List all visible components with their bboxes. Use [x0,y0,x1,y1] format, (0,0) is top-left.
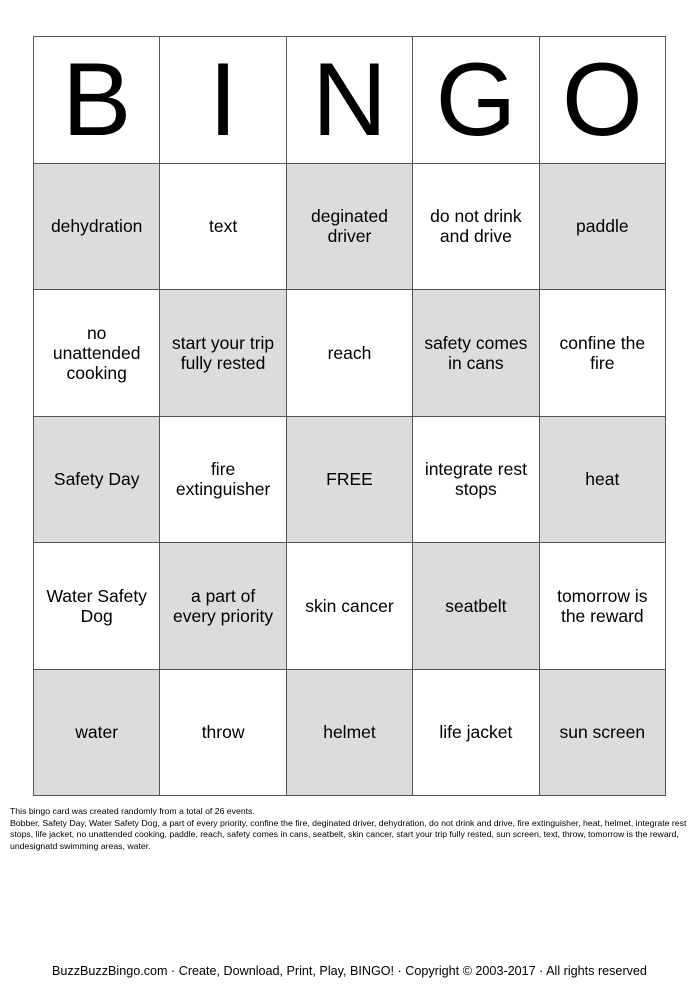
description-events: Bobber, Safety Day, Water Safety Dog, a part of every priority, confine the fire, deginated driver, dehydration, do not drink and drive, fire extinguisher, heat, helmet, integrate rest stops, life jacket, no unattended cooking, paddle, reach, safety comes in cans, seatbelt, skin cancer, start your trip fully rested, sun screen, text, throw, tomorrow is the reward, undesignatd swimming areas, water. [10,817,687,851]
site-footer: BuzzBuzzBingo.com · Create, Download, Print, Play, BINGO! · Copyright © 2003-2017 · All rights reserved [52,964,647,978]
bingo-square [287,164,413,291]
square-text: life jacket [439,722,513,743]
square-text: heat [585,469,620,490]
header-letter-b: B [34,37,160,164]
bingo-square [287,670,413,797]
square-text: fire extinguisher [175,459,271,500]
square-text: sun screen [559,722,646,743]
bingo-square [540,290,666,417]
square-text: dehydration [50,216,143,237]
square-text: water [75,722,119,743]
square-text: Water Safety Dog [46,585,147,626]
bingo-square [287,290,413,417]
card-description [10,806,692,852]
bingo-square [413,164,539,291]
header-letter-i: I [160,37,286,164]
header-letter-g: G [413,37,539,164]
square-text: FREE [326,469,373,490]
square-text: do not drink and drive [430,206,522,247]
square-text: seatbelt [445,595,507,616]
square-text: helmet [323,722,376,743]
bingo-square [540,417,666,544]
bingo-square [160,417,286,544]
free-square [287,417,413,544]
bingo-square [160,670,286,797]
square-text: text [208,216,238,237]
square-text: no unattended cooking [52,322,141,383]
bingo-square [34,543,160,670]
bingo-square [540,164,666,291]
bingo-square [34,417,160,544]
bingo-square [34,164,160,291]
header-letter-n: N [287,37,413,164]
bingo-square [287,543,413,670]
bingo-square [540,543,666,670]
square-text: paddle [576,216,629,237]
square-text: Safety Day [53,469,140,490]
square-text: reach [327,342,372,363]
square-text: safety comes in cans [424,332,528,373]
bingo-square [413,417,539,544]
bingo-square [413,670,539,797]
square-text: integrate rest stops [424,459,527,500]
square-text: throw [201,722,245,743]
square-text: skin cancer [305,595,394,616]
square-text: a part of every priority [173,585,274,626]
square-text: deginated driver [311,206,388,247]
bingo-square [34,290,160,417]
bingo-square [160,543,286,670]
bingo-card [33,36,666,796]
bingo-square [413,543,539,670]
bingo-square [413,290,539,417]
square-text: start your trip fully rested [172,332,275,373]
square-text: tomorrow is the reward [557,585,648,626]
bingo-square [34,670,160,797]
bingo-square [160,164,286,291]
description-intro: This bingo card was created randomly from a total of 26 events. [10,806,255,816]
bingo-square [160,290,286,417]
square-text: confine the fire [559,332,646,373]
header-letter-o: O [540,37,666,164]
bingo-square [540,670,666,797]
